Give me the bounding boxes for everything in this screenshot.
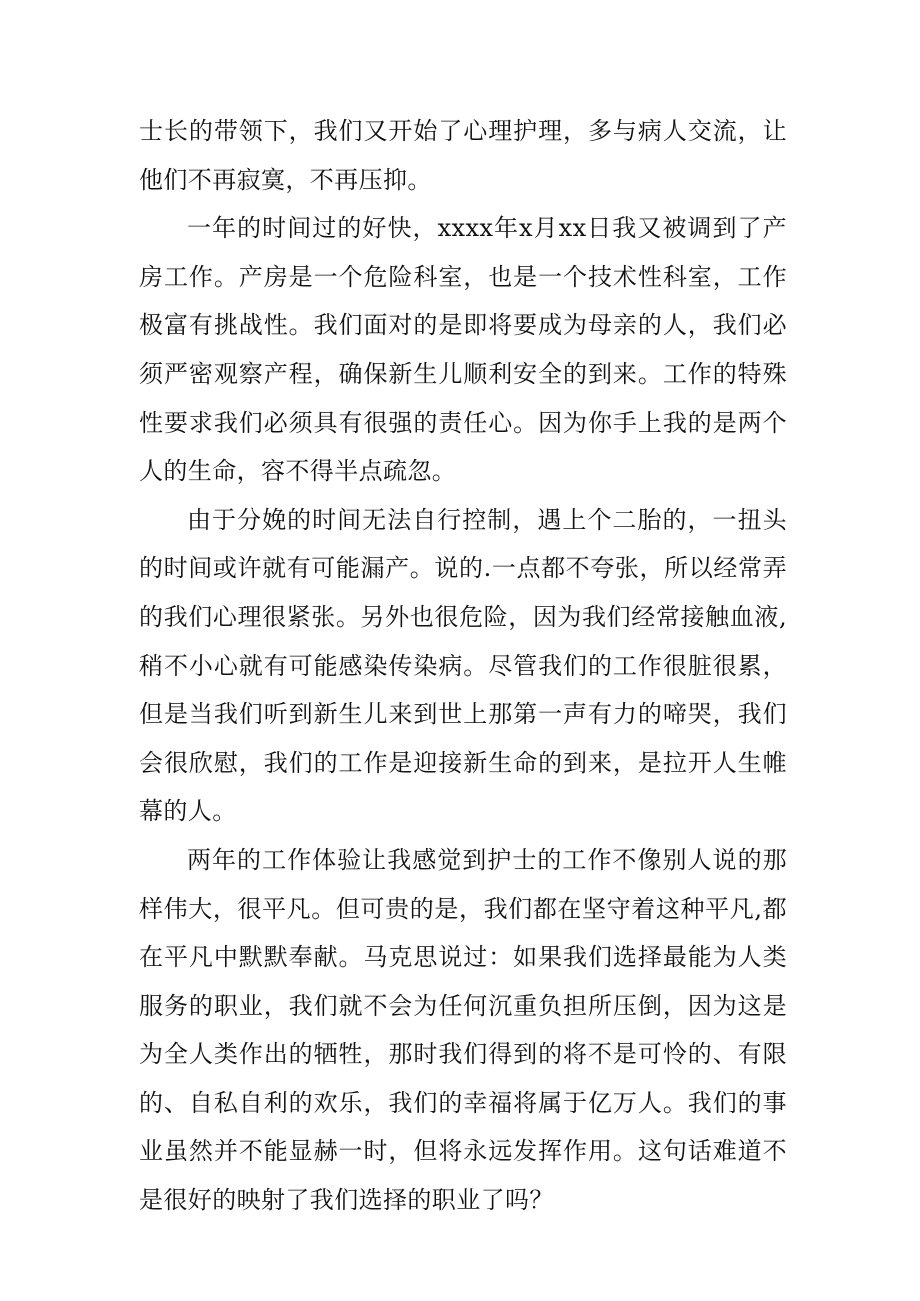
document-body [139,107,787,1225]
paragraph-4: 两年的工作体验让我感觉到护士的工作不像别人说的那样伟大，很平凡。但可贵的是，我们都在坚守着这种平凡,都在平凡中默默奉献。马克思说过：如果我们选择最能为人类服务的职业，我们就不会为任何沉重负担所压倒，因为这是为全人类作出的牺牲，那时我们得到的将不是可怜的、有限的、自私自利的欢乐，我们的幸福将属于亿万人。我们的事业虽然并不能显赫一时，但将永远发挥作用。这句话难道不是很好的映射了我们选择的职业了吗？ [139,845,787,1215]
paragraph-3: 由于分娩的时间无法自行控制，遇上个二胎的，一扭头的时间或许就有可能漏产。说的.一点都不夸张，所以经常弄的我们心理很紧张。另外也很危险，因为我们经常接触血液,稍不小心就有可能感染传染病。尽管我们的工作很脏很累，但是当我们听到新生儿来到世上那第一声有力的啼哭，我们会很欣慰，我们的工作是迎接新生命的到来，是拉开人生帷幕的人。 [139,505,787,826]
paragraph-2: 一年的时间过的好快，xxxx年x月xx日我又被调到了产房工作。产房是一个危险科室，也是一个技术性科室，工作极富有挑战性。我们面对的是即将要成为母亲的人，我们必须严密观察产程，确保新生儿顺利安全的到来。工作的特殊性要求我们必须具有很强的责任心。因为你手上我的是两个人的生命，容不得半点疏忽。 [139,214,787,486]
paragraph-1: 士长的带领下，我们又开始了心理护理，多与病人交流，让他们不再寂寞，不再压抑。 [139,117,787,194]
